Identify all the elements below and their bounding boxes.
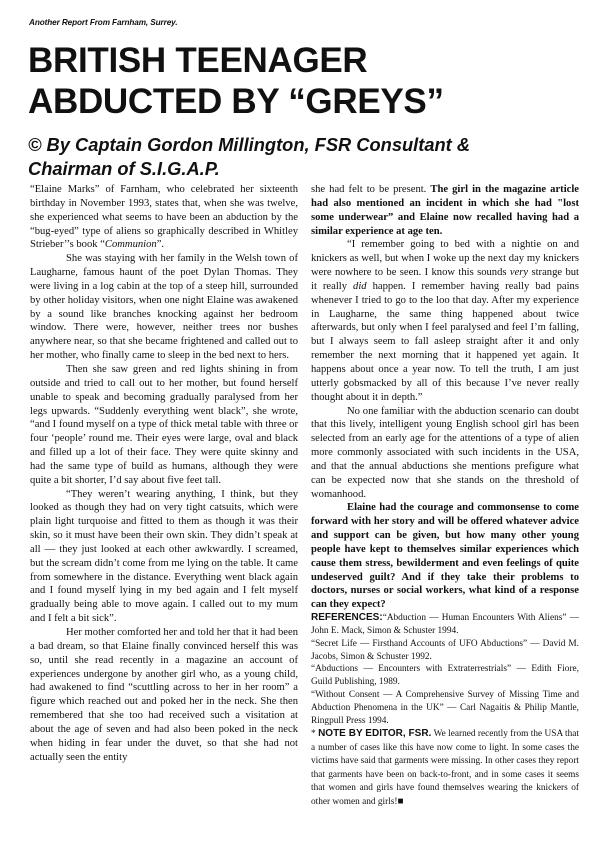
- paragraph-5: Her mother comforted her and told her that it had been a bad dream, so that Elaine finally convinced herself this was so, until she read recently in a magazine an account of experiences undergone by another girl who, as a young child, had awakened to find “scuttling across to her in her room” a figure which reached out and poked her in the neck. She then remembered that she too had received such a visitation at about the age of seven and had also been poked in the neck when hiding in fear under the duvet, so that she had not actually seen the entity: [30, 627, 298, 763]
- paragraph-7: [311, 238, 579, 404]
- paragraph-6: [311, 183, 579, 238]
- reference-2: “Secret Life — Firsthand Accounts of UFO Abductions” — David M. Jacobs, Simon & Schuster 1992.: [311, 638, 579, 662]
- article-column-right: [311, 183, 579, 810]
- reference-3: “Abductions — Encounters with Extraterrestrials” — Edith Fiore, Guild Publishing, 1989.: [311, 664, 579, 688]
- paragraph-6-text: she had felt to be present.: [311, 184, 431, 195]
- byline-line-2: Chairman of S.I.G.A.P.: [28, 158, 220, 179]
- kicker: Another Report From Farnham, Surrey.: [29, 18, 178, 27]
- headline-line-1: BRITISH TEENAGER: [28, 41, 368, 80]
- paragraph-1: [30, 183, 298, 252]
- reference-1-text: “Abduction — Human Encounters With Aliens” — John E. Mack, Simon & Schuster 1994.: [311, 613, 579, 636]
- end-mark-icon: ■: [397, 796, 404, 808]
- paragraph-8: No one familiar with the abduction scenario can doubt that this lively, intelligent young English school girl has been selected from an early age for the attentions of a type of alien more commonly associated with such incidents in the USA, and that the annual abductions she mentions prefigure what can be expected now that she stands on the threshold of womanhood.: [311, 405, 579, 500]
- footnote-marker: *: [311, 729, 316, 740]
- headline: [28, 40, 444, 122]
- paragraph-2: She was staying with her family in the Welsh town of Laugharne, famous haunt of the poet Dylan Thomas. They were living in a log cabin at the top of a steep hill, surrounded by other holiday visitors, when one night Elaine was awakened by a sound like branches knocking against her bedroom window. There were, however, neither trees nor bushes anywhere near, so that she became frightened and called out to her mother, who finally came to sleep in the bed next to hers.: [30, 253, 298, 362]
- byline: [28, 133, 548, 181]
- paragraph-1-end: ”.: [156, 239, 165, 251]
- paragraph-3: Then she saw green and red lights shining in from outside and tried to call out to her mother, but found herself unable to speak and becoming gradually paralysed from her legs upwards. “Suddenly everything went black”, she wrote, “and I found myself on a type of thick metal table with three or four ‘people’ round me. Their eyes were large, oval and black and filled up a lot of their face. They were quite skinny and had the same type of build as humans, although they were quite a bit shorter, I’d say about five feet tall.: [30, 363, 298, 486]
- article-column-left: [30, 183, 298, 764]
- paragraph-1-text: “Elaine Marks” of Farnham, who celebrated her sixteenth birthday in November 1993, states that, when she was twelve, she experienced what seems to have been an abduction by the “bug-eyed” type of aliens so graphically described in Whitley Strieber’’s book “: [30, 184, 298, 251]
- book-title: Communion: [104, 239, 157, 251]
- references: [311, 612, 579, 727]
- emphasis-did: did: [353, 280, 367, 292]
- emphasis-very: very: [509, 267, 529, 279]
- paragraph-4: “They weren’t wearing anything, I think, but they looked as though they had on very tight catsuits, which were plain light turquoise and fitted to them as though it was their skin, so it must have been their own skin. They didn’t speak at all — they just looked at each other awkwardly. I screamed, but the scream didn’t come from me lying on the table. It came from somewhere in the distance. Everything went black again and I found myself lying in my bed again and I felt myself gradually being able to move again. I called out to my mum and I felt a bit sick”.: [30, 488, 298, 625]
- headline-line-2: ABDUCTED BY “GREYS”: [28, 82, 444, 121]
- reference-1: [311, 612, 579, 638]
- byline-line-1: © By Captain Gordon Millington, FSR Consultant &: [28, 134, 471, 155]
- paragraph-6-bold: The girl in the magazine article had also mentioned an incident in which she had "lost some underwearˮ and Elaine now recalled having had a similar experience at age ten.: [311, 184, 580, 237]
- editor-note: [311, 727, 579, 809]
- paragraph-7-text-a: “I remember going to bed with a nightie on and knickers as well, but when I woke up the next day my knickers were nowhere to be seen. I know this sounds: [311, 239, 579, 279]
- editor-note-label: NOTE BY EDITOR, FSR.: [318, 728, 432, 740]
- reference-4: “Without Consent — A Comprehensive Survey of Missing Time and Abduction Phenomena in the UK” — Carl Nagaitis & Philip Mantle, Ringpull Press 1994.: [311, 689, 579, 726]
- paragraph-7-text-b: strange but it really: [311, 267, 579, 292]
- editor-note-text: We learned recently from the USA that a number of cases like this have now come to light. In some cases the victims have said that garments were missing. In other cases they report that garments have been on back-to-front, and in some cases it seems that women and girls have found themselves wearing the knickers of other women and girls!: [311, 729, 579, 808]
- paragraph-7-text-c: happen. I remember having really bad pains whenever I tried to go to the loo that day. After my experience in Laugharne, the same thing happened about twice afterwards, but only when I feel paralysed and feel I’m falling, but I always seem to fall asleep straight after it and only remember the next morning that it happened yet again. It happens about once a year now. To tell the truth, I am just utterly gobsmacked by all of this because I’ve never really thought about it in depth.”: [311, 280, 579, 403]
- paragraph-9: Elaine had the courage and commonsense to come forward with her story and will be offered whatever advice and support can be given, but how many other young people have kept to themselves similar experiences which cause them stress, bewilderment and even feelings of quite undeserved guilt? And if they take their problems to doctors, nurses or social workers, what kind of a response can they expect?: [311, 502, 579, 611]
- references-label: REFERENCES:: [311, 612, 383, 624]
